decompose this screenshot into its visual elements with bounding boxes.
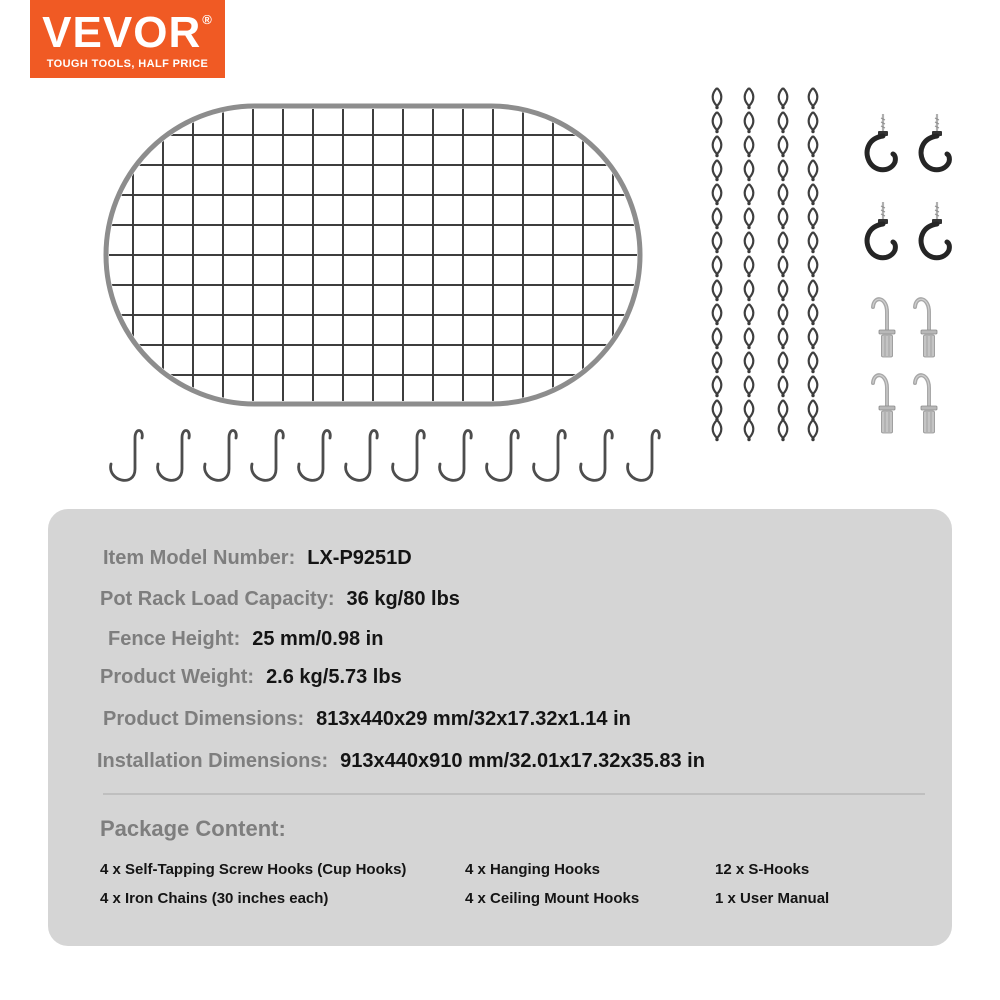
package-item-ceiling-hooks: 4 x Ceiling Mount Hooks	[465, 890, 640, 907]
spec-value: 25 mm/0.98 in	[252, 628, 384, 650]
spec-label: Installation Dimensions:	[97, 750, 329, 772]
spec-panel	[48, 509, 952, 946]
vevor-logo	[30, 0, 225, 78]
spec-label: Item Model Number:	[103, 547, 296, 569]
section-divider	[103, 793, 925, 795]
package-content-heading: Package Content:	[100, 816, 286, 841]
spec-value: 2.6 kg/5.73 lbs	[266, 666, 402, 688]
spec-label: Pot Rack Load Capacity:	[100, 588, 335, 610]
registered-trademark-icon: ®	[202, 11, 213, 27]
spec-row-model-number	[103, 546, 412, 570]
spec-row-product-weight	[100, 665, 402, 689]
chain-icon	[706, 86, 828, 442]
spec-label: Product Weight:	[100, 666, 255, 688]
package-item-s-hooks: 12 x S-Hooks	[715, 861, 810, 878]
spec-value: LX-P9251D	[307, 547, 412, 569]
iron-chains-image	[706, 86, 828, 442]
spec-label: Fence Height:	[108, 628, 241, 650]
cup-hooks-image	[856, 112, 964, 272]
pot-rack-grid-image	[103, 103, 643, 407]
spec-value: 913x440x910 mm/32.01x17.32x35.83 in	[340, 750, 705, 772]
cup-hook-icon	[856, 112, 964, 272]
package-item-hanging-hooks: 4 x Hanging Hooks	[465, 861, 601, 878]
ceiling-mount-hooks-image	[864, 286, 948, 436]
spec-row-installation-dimensions	[97, 749, 705, 773]
spec-row-product-dimensions	[103, 707, 631, 731]
spec-value: 813x440x29 mm/32x17.32x1.14 in	[316, 708, 631, 730]
package-item-cup-hooks: 4 x Self-Tapping Screw Hooks (Cup Hooks)	[100, 861, 407, 878]
brand-tagline: TOUGH TOOLS, HALF PRICE	[46, 57, 209, 70]
brand-name	[42, 7, 213, 57]
oval-wire-grid-icon	[103, 103, 643, 407]
brand-name-text: VEVOR	[42, 7, 202, 57]
package-item-user-manual: 1 x User Manual	[715, 890, 830, 907]
spec-label: Product Dimensions:	[103, 708, 305, 730]
s-hook-icon	[104, 424, 661, 500]
s-hooks-image	[104, 424, 661, 500]
spec-value: 36 kg/80 lbs	[346, 588, 460, 610]
package-item-iron-chains: 4 x Iron Chains (30 inches each)	[100, 890, 329, 907]
spec-row-load-capacity	[100, 587, 460, 611]
ceiling-hook-icon	[864, 286, 948, 436]
spec-row-fence-height	[108, 627, 383, 651]
